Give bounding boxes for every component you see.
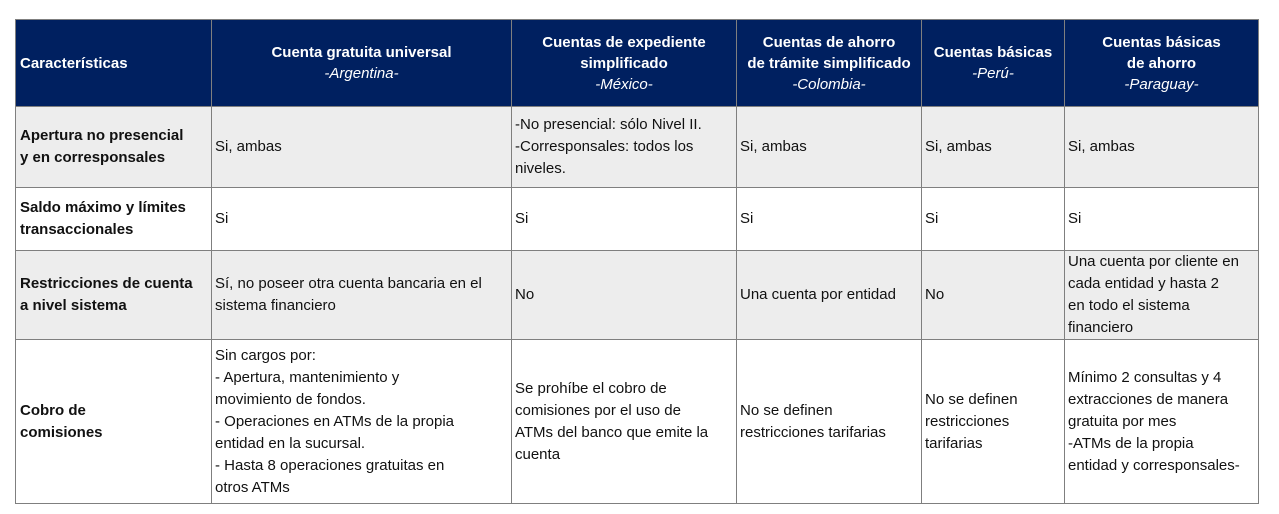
cell-text-line: tarifarias: [925, 434, 983, 452]
table-cell: [512, 340, 737, 504]
cell-text-line: Cuentas de expediente: [542, 33, 706, 51]
cell-text-line: Si, ambas: [1068, 138, 1135, 155]
table-cell: [1065, 251, 1259, 340]
table-row: [16, 251, 1259, 340]
table-cell: [212, 251, 512, 340]
cell-text-line: extracciones de manera: [1068, 390, 1229, 408]
cell-text-line: Si: [1068, 210, 1082, 227]
table-cell: [922, 340, 1065, 504]
table-row: [16, 340, 1259, 504]
cell-text-line: Si, ambas: [925, 138, 992, 155]
cell-text-line: Saldo máximo y límites: [20, 199, 186, 216]
cell-text-line: No: [515, 286, 535, 303]
cell-text-line: niveles.: [515, 160, 566, 177]
table-cell: [512, 107, 737, 188]
cell-text-line: Si: [740, 210, 754, 227]
cell-text-line: comisiones: [20, 423, 103, 441]
country-label: -Argentina-: [324, 65, 399, 82]
cell-text-line: restricciones: [925, 412, 1010, 430]
cell-text-line: en todo el sistema: [1068, 297, 1190, 314]
cell-text-line: Cuentas básicas: [933, 44, 1053, 61]
feature-cell: [16, 188, 212, 251]
cell-text-line: Si: [215, 210, 229, 227]
cell-text-line: - Operaciones en ATMs de la propia: [215, 412, 455, 430]
cell-text-line: restricciones tarifarias: [740, 423, 886, 441]
feature-cell: [16, 340, 212, 504]
table-cell: [212, 188, 512, 251]
cell-text-line: otros ATMs: [215, 478, 290, 496]
cell-text-line: No se definen: [740, 401, 833, 419]
cell-text-line: entidad y corresponsales-: [1068, 456, 1240, 474]
cell-text-line: Si, ambas: [215, 138, 282, 155]
table-cell: [922, 107, 1065, 188]
table-cell: [212, 107, 512, 188]
table-cell: [1065, 340, 1259, 504]
table-cell: [737, 340, 922, 504]
comparison-table: [15, 19, 1259, 504]
cell-text-line: financiero: [1068, 319, 1134, 336]
cell-text-line: Una cuenta por cliente en: [1068, 253, 1239, 270]
country-label: -Paraguay-: [1124, 75, 1199, 93]
cell-text-line: -No presencial: sólo Nivel II.: [515, 116, 702, 133]
cell-text-line: Sí, no poseer otra cuenta bancaria en el: [215, 275, 482, 292]
cell-text-line: comisiones por el uso de: [515, 401, 681, 419]
cell-text-line: de ahorro: [1126, 54, 1197, 72]
cell-text-line: Si: [515, 210, 529, 227]
header-paraguay: [1065, 20, 1259, 107]
cell-text-line: Cuenta gratuita universal: [271, 44, 452, 61]
cell-text-line: -Corresponsales: todos los: [515, 138, 694, 155]
table-cell: [512, 251, 737, 340]
cell-text-line: Se prohíbe el cobro de: [515, 379, 667, 397]
cell-text-line: Cobro de: [20, 401, 86, 419]
cell-text-line: Apertura no presencial: [20, 127, 184, 144]
cell-text-line: Características: [20, 54, 128, 72]
cell-text-line: entidad en la sucursal.: [215, 434, 366, 452]
table-cell: [737, 188, 922, 251]
cell-text-line: ATMs del banco que emite la: [515, 423, 709, 441]
table-cell: [512, 188, 737, 251]
cell-text-line: de trámite simplificado: [747, 54, 911, 72]
cell-text-line: Si, ambas: [740, 138, 807, 155]
header-mexico: [512, 20, 737, 107]
table-cell: [737, 251, 922, 340]
cell-text-line: cuenta: [515, 445, 561, 463]
cell-text-line: Sin cargos por:: [215, 346, 316, 364]
feature-cell: [16, 251, 212, 340]
table-cell: [737, 107, 922, 188]
cell-text-line: Cuentas básicas: [1102, 33, 1221, 51]
cell-text-line: cada entidad y hasta 2: [1068, 275, 1219, 292]
cell-text-line: y en corresponsales: [20, 149, 166, 166]
cell-text-line: gratuita por mes: [1068, 412, 1177, 430]
header-argentina: [212, 20, 512, 107]
header-peru: [922, 20, 1065, 107]
cell-text-line: Cuentas de ahorro: [762, 33, 896, 51]
cell-text-line: transaccionales: [20, 221, 134, 238]
table-row: [16, 107, 1259, 188]
cell-text-line: No se definen: [925, 390, 1018, 408]
header-colombia: [737, 20, 922, 107]
cell-text-line: -ATMs de la propia: [1068, 434, 1194, 452]
country-label: -Colombia-: [792, 75, 866, 93]
table-row: [16, 188, 1259, 251]
cell-text-line: - Apertura, mantenimiento y: [215, 368, 400, 386]
cell-text-line: sistema financiero: [215, 297, 336, 314]
cell-text-line: - Hasta 8 operaciones gratuitas en: [215, 456, 445, 474]
cell-text-line: Una cuenta por entidad: [740, 286, 896, 303]
cell-text-line: movimiento de fondos.: [215, 390, 366, 408]
country-label: -Perú-: [972, 65, 1014, 82]
cell-text-line: a nivel sistema: [20, 297, 127, 314]
feature-cell: [16, 107, 212, 188]
cell-text-line: Restricciones de cuenta: [20, 275, 193, 292]
cell-text-line: Si: [925, 210, 939, 227]
header-characteristics: [16, 20, 212, 107]
cell-text-line: No: [925, 286, 945, 303]
table-cell: [212, 340, 512, 504]
table-cell: [922, 188, 1065, 251]
country-label: -México-: [595, 75, 653, 93]
cell-text-line: simplificado: [580, 54, 668, 72]
header-row: [16, 20, 1259, 107]
table-cell: [922, 251, 1065, 340]
cell-text-line: Mínimo 2 consultas y 4: [1068, 368, 1222, 386]
table-cell: [1065, 188, 1259, 251]
table-cell: [1065, 107, 1259, 188]
